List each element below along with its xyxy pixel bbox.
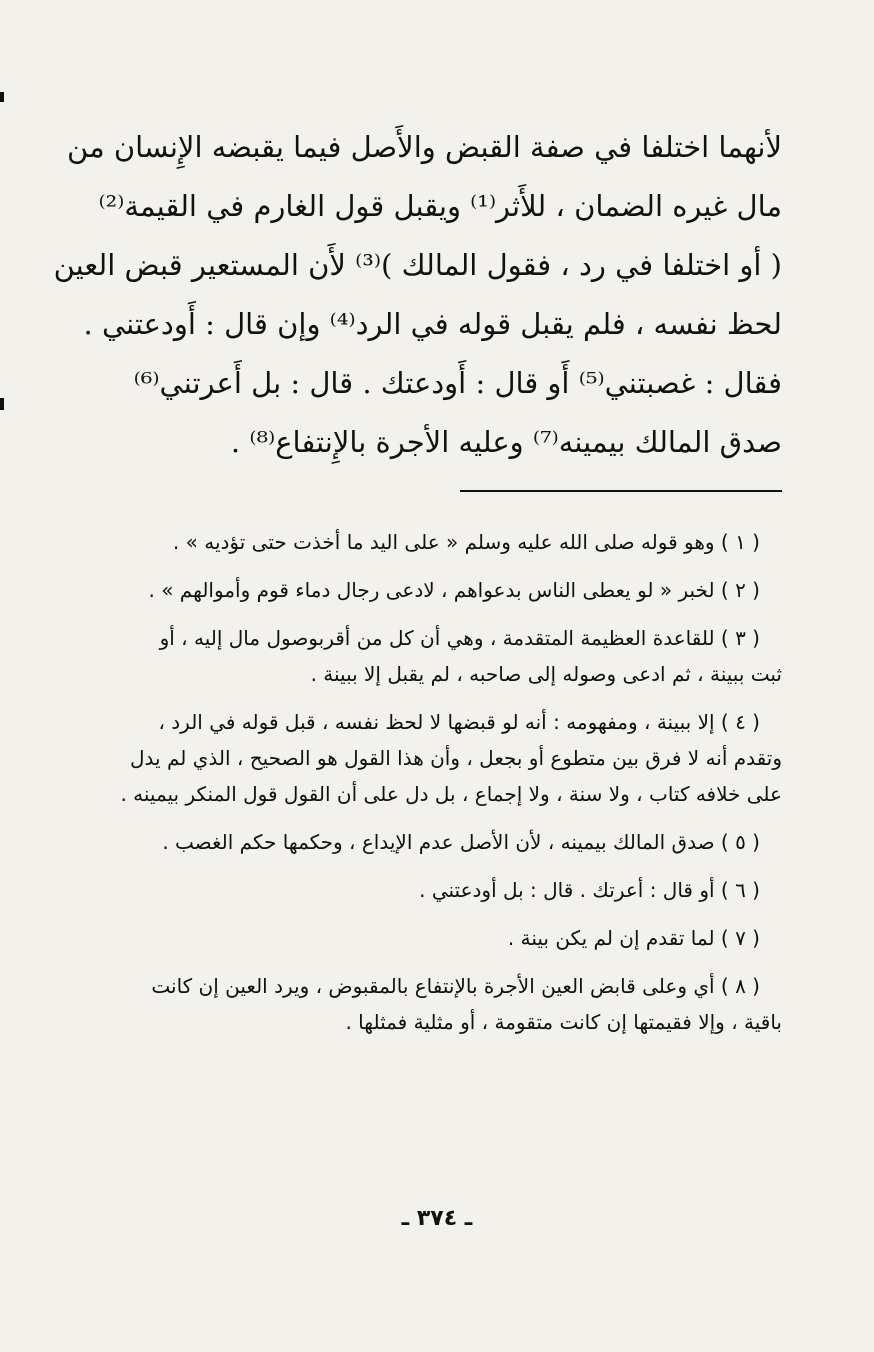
footnote-line: ( ٤ ) إلا ببينة ، ومفهومه : أنه لو قبضها لا لحظ نفسه ، قبل قوله في الرد ، — [158, 710, 760, 734]
footnote-line: ( ٨ ) أي وعلى قابض العين الأجرة بالإنتفاع بالمقبوض ، ويرد العين إن كانت — [151, 974, 760, 998]
footnote-line: باقية ، وإلا فقيمتها إن كانت متقومة ، أو مثلية فمثلها . — [345, 1010, 782, 1034]
margin-mark-bottom — [0, 398, 4, 410]
main-text-line: ( أو اختلفا في رد ، فقول المالك )⁽³⁾ لأَن المستعير قبض العين — [53, 248, 782, 282]
footnote-line: ( ٢ ) لخبر « لو يعطى الناس بدعواهم ، لادعى رجال دماء قوم وأموالهم » . — [148, 578, 760, 602]
footnote-5 — [44, 824, 782, 860]
footnote-2 — [44, 572, 782, 608]
margin-mark-top — [0, 92, 4, 102]
footnote-3 — [44, 620, 782, 692]
footnote-7 — [44, 920, 782, 956]
main-text-line: فقال : غصبتني⁽⁵⁾ أَو قال : أَودعتك . قال : بل أَعرتني⁽⁶⁾ — [133, 366, 782, 400]
main-text-line: صدق المالك بيمينه⁽⁷⁾ وعليه الأجرة بالإِنتفاع⁽⁸⁾ . — [230, 425, 782, 459]
footnote-line: ثبت ببينة ، ثم ادعى وصوله إلى صاحبه ، لم يقبل إلا ببينة . — [310, 662, 782, 686]
footnotes-block — [44, 524, 782, 1052]
footnote-line: وتقدم أنه لا فرق بين متطوع أو بجعل ، وأن هذا القول هو الصحيح ، الذي لم يدل — [130, 746, 782, 770]
footnote-separator-rule — [460, 490, 782, 492]
main-text-line: مال غيره الضمان ، للأَثر⁽¹⁾ ويقبل قول الغارم في القيمة⁽²⁾ — [98, 189, 782, 223]
footnote-line: ( ٧ ) لما تقدم إن لم يكن بينة . — [507, 926, 760, 950]
footnote-line: ( ١ ) وهو قوله صلى الله عليه وسلم « على اليد ما أخذت حتى تؤديه » . — [172, 530, 760, 554]
main-text-line: لحظ نفسه ، فلم يقبل قوله في الرد⁽⁴⁾ وإن قال : أَودعتني . — [83, 307, 782, 341]
footnote-line: ( ٣ ) للقاعدة العظيمة المتقدمة ، وهي أن كل من أقربوصول مال إليه ، أو — [159, 626, 760, 650]
main-text-line: لأنهما اختلفا في صفة القبض والأَصل فيما يقبضه الإِنسان من — [67, 130, 782, 164]
footnote-line: على خلافه كتاب ، ولا سنة ، ولا إجماع ، بل دل على أن القول قول المنكر بيمينه . — [120, 782, 782, 806]
footnote-line: ( ٦ ) أو قال : أعرتك . قال : بل أودعتني . — [419, 878, 760, 902]
main-text-block — [46, 118, 782, 472]
page-number: ـ ٣٧٤ ـ — [401, 1206, 473, 1231]
footnote-4 — [44, 704, 782, 812]
footnote-6 — [44, 872, 782, 908]
footnote-8 — [44, 968, 782, 1040]
footnote-1 — [44, 524, 782, 560]
footnote-line: ( ٥ ) صدق المالك بيمينه ، لأن الأصل عدم الإيداع ، وحكمها حكم الغصب . — [162, 830, 760, 854]
